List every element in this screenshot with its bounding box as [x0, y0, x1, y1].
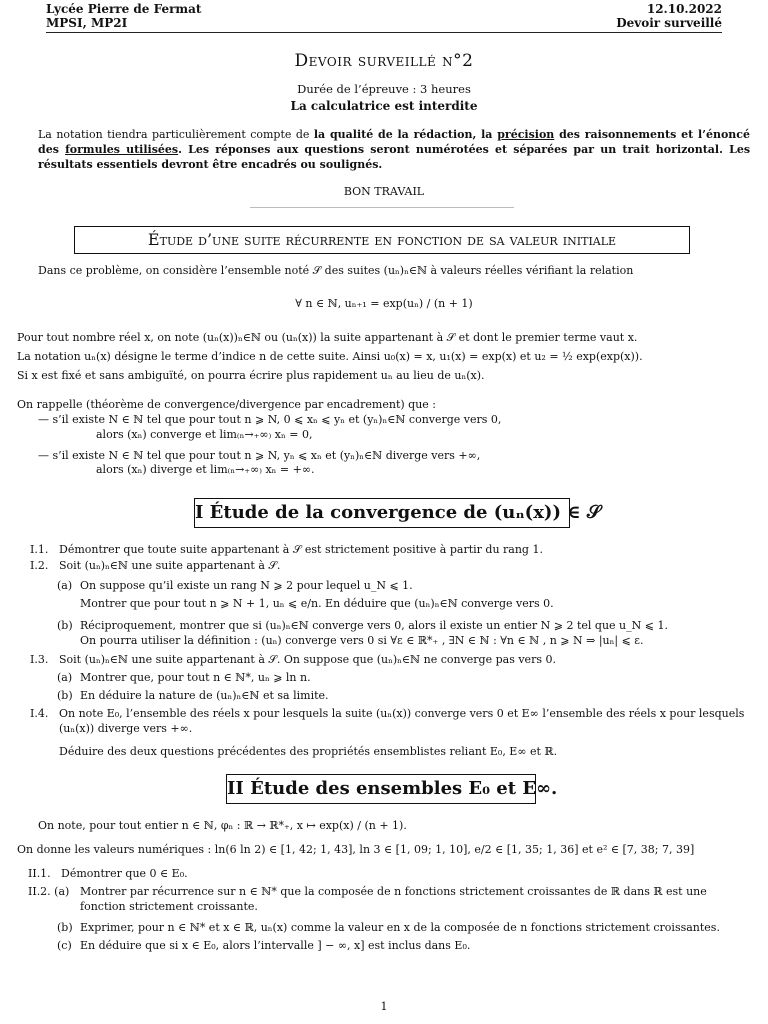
section-title-intro: Étude d’une suite récurrente en fonction de sa valeur initiale	[74, 226, 690, 254]
theorem-case-1: — s’il existe N ∈ ℕ tel que pour tout n ⩾ N, 0 ⩽ xₙ ⩽ yₙ et (yₙ)ₙ∈ℕ converge vers 0,	[38, 413, 502, 426]
problem-statement: Dans ce problème, on considère l’ensemble noté 𝒮 des suites (uₙ)ₙ∈ℕ à valeurs réelles vérifiant la relation	[38, 264, 634, 277]
question-number: II.2. (a)	[28, 885, 70, 898]
intro-part-1: La notation tiendra particulièrement compte de	[38, 128, 314, 141]
intro-bold-2: des raisonnements et l’énoncé des	[38, 128, 750, 156]
good-luck-divider	[250, 207, 514, 208]
notation-line-1: Pour tout nombre réel x, on note (uₙ(x))ₙ∈ℕ ou (uₙ(x)) la suite appartenant à 𝒮 et dont le premier terme vaut x.	[17, 331, 638, 344]
theorem-case-1-conclusion: alors (xₙ) converge et lim₍ₙ→₊∞₎ xₙ = 0,	[96, 428, 313, 441]
intro-bold-1: la qualité de la rédaction, la	[313, 128, 498, 141]
class-names: MPSI, MP2I	[46, 16, 128, 30]
numerical-values: On donne les valeurs numériques : ln(6 ln 2) ∈ [1, 42; 1, 43], ln 3 ∈ [1, 09; 1, 10], e/2 ∈ [1, 35; 1, 36] et e² ∈ [7, 38; 7, 39]	[17, 843, 695, 856]
section-title-1: I Étude de la convergence de (uₙ(x)) ∈ 𝒮	[194, 498, 570, 528]
question-text: On suppose qu’il existe un rang N ⩾ 2 pour lequel u_N ⩽ 1.	[80, 579, 413, 592]
recurrence-relation: ∀ n ∈ ℕ, uₙ₊₁ = exp(uₙ) / (n + 1)	[295, 297, 473, 310]
notation-line-3: Si x est fixé et sans ambiguïté, on pourra écrire plus rapidement uₙ au lieu de uₙ(x).	[17, 369, 485, 382]
intro-bold-underline-2: formules utilisées	[65, 143, 179, 156]
exam-type: Devoir surveillé	[616, 16, 722, 30]
intro-bold-underline-1: précision	[497, 128, 555, 141]
intro-bold-3: . Les réponses aux questions seront numérotées et séparées par un trait horizontal. Les résultats essentiels devront être encadrés ou soulignés.	[38, 143, 751, 171]
notation-line-2: La notation uₙ(x) désigne le terme d’indice n de cette suite. Ainsi u₀(x) = x, u₁(x) = exp(x) et u₂ = ½ exp(exp(x)).	[17, 350, 643, 363]
question-number: (b)	[57, 689, 73, 702]
question-number: (b)	[57, 619, 73, 632]
question-number: I.2.	[30, 559, 49, 572]
page-title: Devoir surveillé n°2	[294, 51, 474, 71]
exam-date: 12.10.2022	[646, 2, 722, 16]
question-text: En déduire la nature de (uₙ)ₙ∈ℕ et sa limite.	[80, 689, 329, 702]
question-text: Montrer que pour tout n ⩾ N + 1, uₙ ⩽ e/n. En déduire que (uₙ)ₙ∈ℕ converge vers 0.	[80, 597, 554, 610]
question-text: Démontrer que 0 ∈ E₀.	[61, 867, 188, 880]
question-number: (b)	[57, 921, 73, 934]
question-number: I.4.	[30, 707, 49, 720]
header-right	[616, 2, 722, 30]
theorem-case-2-conclusion: alors (xₙ) diverge et lim₍ₙ→₊∞₎ xₙ = +∞.	[96, 463, 315, 476]
phi-definition: On note, pour tout entier n ∈ ℕ, φₙ : ℝ → ℝ*₊, x ↦ exp(x) / (n + 1).	[38, 819, 407, 832]
good-luck: BON TRAVAIL	[343, 185, 425, 198]
question-text: Déduire des deux questions précédentes des propriétés ensemblistes reliant E₀, E∞ et ℝ.	[59, 745, 558, 758]
exam-duration: Durée de l’épreuve : 3 heures	[297, 82, 471, 96]
question-number: (a)	[57, 671, 73, 684]
header-divider	[46, 32, 722, 33]
question-text: Exprimer, pour n ∈ ℕ* et x ∈ ℝ, uₙ(x) comme la valeur en x de la composée de n fonctions strictement croissantes.	[80, 921, 720, 934]
question-text: Montrer que, pour tout n ∈ ℕ*, uₙ ⩾ ln n.	[80, 671, 311, 684]
question-text: Réciproquement, montrer que si (uₙ)ₙ∈ℕ converge vers 0, alors il existe un entier N ⩾ 2 tel que u_N ⩽ 1.	[80, 619, 668, 632]
question-text: Montrer par récurrence sur n ∈ ℕ* que la composée de n fonctions strictement croissantes de ℝ dans ℝ est une fonction strictement croissante.	[80, 885, 707, 913]
intro-paragraph	[38, 127, 750, 172]
recall-theorem: On rappelle (théorème de convergence/divergence par encadrement) que :	[17, 398, 436, 411]
question-text: On pourra utiliser la définition : (uₙ) converge vers 0 si ∀ε ∈ ℝ*₊ , ∃N ∈ ℕ : ∀n ∈ ℕ , n ⩾ N ⇒ |uₙ| ⩽ ε.	[80, 634, 644, 647]
question-number: (c)	[57, 939, 72, 952]
calculator-notice: La calculatrice est interdite	[290, 99, 478, 113]
school-name: Lycée Pierre de Fermat	[46, 2, 202, 16]
section-title-2: II Étude des ensembles E₀ et E∞.	[226, 774, 536, 804]
question-text: Soit (uₙ)ₙ∈ℕ une suite appartenant à 𝒮.	[59, 559, 281, 572]
page-number: 1	[380, 1000, 388, 1013]
question-text: Soit (uₙ)ₙ∈ℕ une suite appartenant à 𝒮. On suppose que (uₙ)ₙ∈ℕ ne converge pas vers 0.	[59, 653, 556, 666]
theorem-case-2: — s’il existe N ∈ ℕ tel que pour tout n ⩾ N, yₙ ⩽ xₙ et (yₙ)ₙ∈ℕ diverge vers +∞,	[38, 449, 481, 462]
question-text: Démontrer que toute suite appartenant à 𝒮 est strictement positive à partir du rang 1.	[59, 543, 543, 556]
question-number: I.1.	[30, 543, 49, 556]
question-text: En déduire que si x ∈ E₀, alors l’intervalle ] − ∞, x] est inclus dans E₀.	[80, 939, 471, 952]
header-left	[46, 2, 201, 30]
question-number: (a)	[57, 579, 73, 592]
question-text: On note E₀, l’ensemble des réels x pour lesquels la suite (uₙ(x)) converge vers 0 et E∞ l’ensemble des réels x pour lesquels (uₙ(x)) diverge vers +∞.	[59, 707, 745, 735]
question-number: II.1.	[28, 867, 51, 880]
question-number: I.3.	[30, 653, 49, 666]
